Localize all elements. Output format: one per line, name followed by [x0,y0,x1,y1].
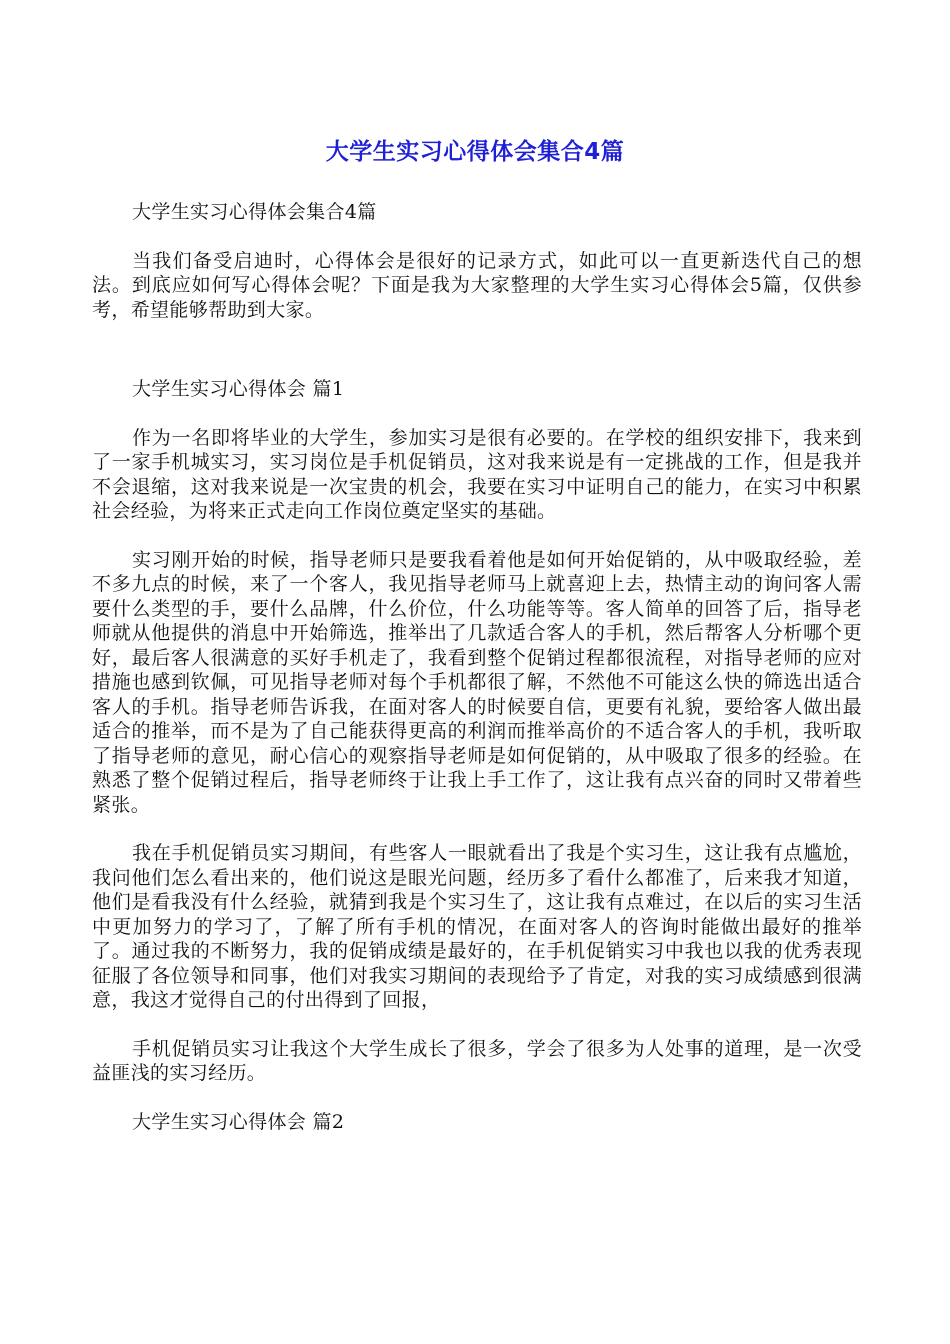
subtitle-paragraph: 大学生实习心得体会集合4篇 [132,201,377,223]
section-heading-1: 大学生实习心得体会 篇1 [132,378,345,400]
body-paragraph: 作为一名即将毕业的大学生，参加实习是很有必要的。在学校的组织安排下，我来到了一家手机城实习，实习岗位是手机促销员，这对我来说是有一定挑战的工作，但是我并不会退缩，这对我来说是一次宝贵的机会，我要在实习中证明自己的能力，在实习中积累社会经验，为将来正式走向工作岗位奠定坚实的基础。 [92,426,862,522]
section-heading-2: 大学生实习心得体会 篇2 [132,1110,345,1133]
intro-paragraph: 当我们备受启迪时，心得体会是很好的记录方式，如此可以一直更新迭代自己的想法。到底应如何写心得体会呢？下面是我为大家整理的大学生实习心得体会5篇，仅供参考，希望能够帮助到大家。 [92,249,862,321]
body-paragraph: 我在手机促销员实习期间，有些客人一眼就看出了我是个实习生，这让我有点尴尬，我问他们怎么看出来的，他们说这是眼光问题，经历多了看什么都准了，后来我才知道，他们是看我没有什么经验，就猜到我是个实习生了，这让我有点难过，在以后的实习生活中更加努力的学习了，了解了所有手机的情况，在面对客人的咨询时能做出最好的推举了。通过我的不断努力，我的促销成绩是最好的，在手机促销实习中我也以我的优秀表现征服了各位领导和同事，他们对我实习期间的表现给予了肯定，对我的实习成绩感到很满意，我这才觉得自己的付出得到了回报， [92,842,862,1011]
body-paragraph: 手机促销员实习让我这个大学生成长了很多，学会了很多为人处事的道理，是一次受益匪浅的实习经历。 [92,1037,862,1084]
body-paragraph: 实习刚开始的时候，指导老师只是要我看着他是如何开始促销的，从中吸取经验，差不多九点的时候，来了一个客人，我见指导老师马上就喜迎上去，热情主动的询问客人需要什么类型的手，要什么品牌，什么价位，什么功能等等。客人简单的回答了后，指导老师就从他提供的消息中开始筛选，推举出了几款适合客人的手机，然后帮客人分析哪个更好，最后客人很满意的买好手机走了，我看到整个促销过程都很流程，对指导老师的应对措施也感到钦佩，可见指导老师对每个手机都很了解，不然他不可能这么快的筛选出适合客人的手机。指导老师告诉我，在面对客人的时候要自信，更要有礼貌，要给客人做出最适合的推举，而不是为了自己能获得更高的利润而推举高价的不适合客人的手机，我听取了指导老师的意见，耐心信心的观察指导老师是如何促销的，从中吸取了很多的经验。在熟悉了整个促销过程后，指导老师终于让我上手工作了，这让我有点兴奋的同时又带着些紧张。 [92,548,862,816]
document-title: 大学生实习心得体会集合4篇 [325,139,625,165]
document-body [92,200,862,1134]
